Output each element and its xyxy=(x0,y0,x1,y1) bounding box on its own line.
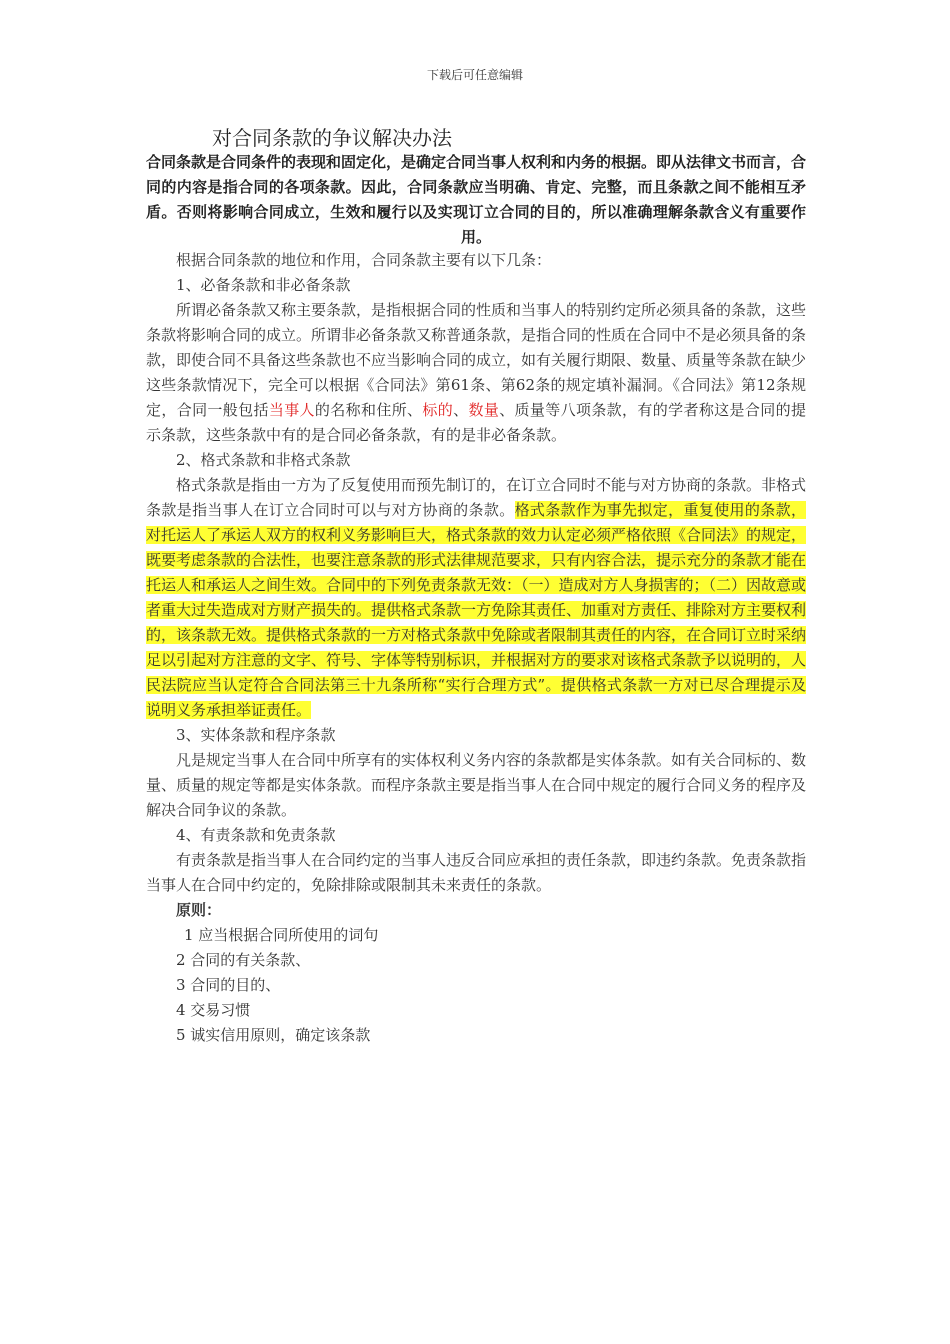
intro-paragraph: 根据合同条款的地位和作用，合同条款主要有以下几条： xyxy=(176,251,552,269)
principle-item: 2 合同的有关条款、 xyxy=(176,951,311,969)
principle-item: 3 合同的目的、 xyxy=(176,976,281,994)
section-2-text: 格式条款是指由一方为了反复使用而预先制订的，在订立合同时不能与对方协商的条款。非格式条款是指当事人在订立合同时可以与对方协商的条款。 xyxy=(146,476,807,519)
keyword-quantity: 数量 xyxy=(468,401,500,419)
section-1-text-a: 所谓必备条款又称主要条款，是指根据合同的性质和当事人的特别约定所必须具备的条款，这些条款将影响合同的成立。所谓非必备条款又称普通条款，是指合同的性质在合同中不是必须具备的条款，即使合同不具备这些条款也不应当影响合同的成立，如有关履行期限、数量、质量等条款在缺少这些条款情况下，完全可以根据《合同法》第61条、第62条的规定填补漏洞。《合同法》第12条规定，合同一般包括 xyxy=(146,301,807,419)
section-1-text-d: 、质量等八项条款，有的学者称这是合同的提示条款，这些条款中有的是合同必备条款，有的是非必备条款。 xyxy=(146,401,806,444)
section-1-text-b: 的名称和住所、 xyxy=(314,401,423,419)
abstract-paragraph: 合同条款是合同条件的表现和固定化，是确定合同当事人权利和内务的根据。即从法律文书而言，合同的内容是指合同的各项条款。因此，合同条款应当明确、肯定、完整，而且条款之间不能相互矛盾。否则将影响合同成立，生效和履行以及实现订立合同的目的，所以准确理解条款含义有重要作用。 xyxy=(146,153,807,246)
section-3-heading: 3、实体条款和程序条款 xyxy=(176,726,336,744)
section-4-heading: 4、有责条款和免责条款 xyxy=(176,826,336,844)
section-2-paragraph xyxy=(146,473,806,723)
document-title: 对合同条款的争议解决办法 xyxy=(212,126,452,150)
section-2-heading: 2、格式条款和非格式条款 xyxy=(176,451,351,469)
principle-item: 5 诚实信用原则，确定该条款 xyxy=(176,1026,371,1044)
principles-label: 原则： xyxy=(176,901,222,919)
keyword-subject: 标的 xyxy=(422,401,454,419)
section-1-heading: 1、必备条款和非必备条款 xyxy=(176,276,351,294)
principle-item: 1 应当根据合同所使用的词句 xyxy=(184,926,379,944)
section-3-paragraph: 凡是规定当事人在合同中所享有的实体权利义务内容的条款都是实体条款。如有关合同标的、数量、质量的规定等都是实体条款。而程序条款主要是指当事人在合同中规定的履行合同义务的程序及解决合同争议的条款。 xyxy=(146,751,807,819)
section-1-text-c: 、 xyxy=(453,401,469,419)
principle-item: 4 交易习惯 xyxy=(176,1001,251,1019)
section-4-paragraph: 有责条款是指当事人在合同约定的当事人违反合同应承担的责任条款，即违约条款。免责条款指当事人在合同中约定的，免除排除或限制其未来责任的条款。 xyxy=(146,851,807,894)
keyword-party: 当事人 xyxy=(268,401,315,419)
section-1-paragraph xyxy=(146,298,806,448)
section-2-highlight: 格式条款作为事先拟定，重复使用的条款，对托运人了承运人双方的权利义务影响巨大，格式条款的效力认定必须严格依照《合同法》的规定，既要考虑条款的合法性，也要注意条款的形式法律规范要求，只有内容合法，提示充分的条款才能在托运人和承运人之间生效。合同中的下列免责条款无效：（一）造成对方人身损害的；（二）因故意或者重大过失造成对方财产损失的。提供格式条款一方免除其责任、加重对方责任、排除对方主要权利的，该条款无效。提供格式条款的一方对格式条款中免除或者限制其责任的内容，在合同订立时采纳足以引起对方注意的文字、符号、字体等特别标识，并根据对方的要求对该格式条款予以说明的，人民法院应当认定符合合同法第三十九条所称“实行合理方式”。提供格式条款一方对已尽合理提示及说明义务承担举证责任。 xyxy=(146,501,807,719)
document-body xyxy=(146,248,806,1048)
page-header: 下载后可任意编辑 xyxy=(426,68,523,82)
principles-list xyxy=(146,923,806,1048)
